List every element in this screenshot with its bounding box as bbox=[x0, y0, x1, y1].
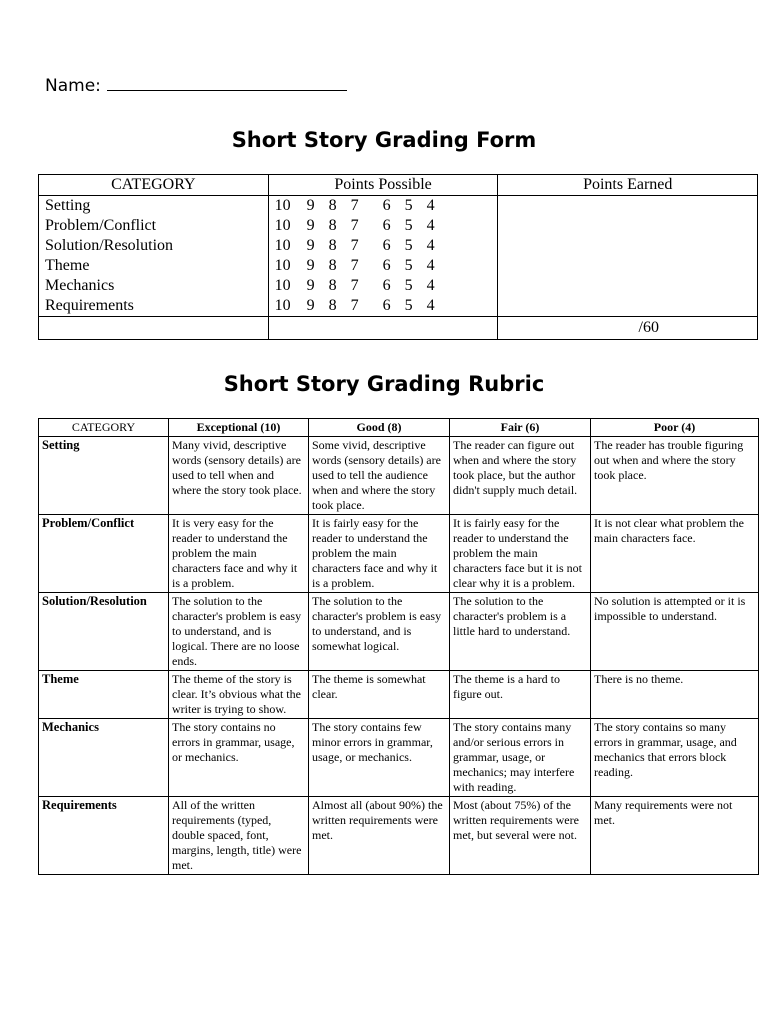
point-value: 10 bbox=[274, 297, 291, 314]
rubric-row bbox=[39, 719, 759, 797]
rubric-cell: The reader can figure out when and where the story took place, but the author didn't supply much detail. bbox=[450, 437, 591, 515]
point-value: 8 bbox=[328, 197, 337, 214]
rubric-cell: It is fairly easy for the reader to understand the problem the main characters face but it is not clear why it is a problem. bbox=[450, 515, 591, 593]
point-value: 5 bbox=[404, 257, 413, 274]
point-value: 6 bbox=[382, 197, 391, 214]
point-value: 5 bbox=[404, 217, 413, 234]
point-value: 5 bbox=[404, 297, 413, 314]
point-value: 4 bbox=[426, 197, 435, 214]
point-value: 6 bbox=[382, 257, 391, 274]
point-value: 7 bbox=[350, 257, 359, 274]
form-row-category: Requirements bbox=[39, 296, 269, 317]
point-value: 4 bbox=[426, 297, 435, 314]
point-value: 9 bbox=[306, 237, 315, 254]
rubric-col-poor: Poor (4) bbox=[591, 419, 759, 437]
rubric-cell: The story contains few minor errors in grammar, usage, or mechanics. bbox=[309, 719, 450, 797]
point-value: 10 bbox=[274, 257, 291, 274]
form-row bbox=[39, 236, 758, 256]
point-value: 4 bbox=[426, 237, 435, 254]
point-value: 6 bbox=[382, 277, 391, 294]
rubric-col-fair: Fair (6) bbox=[450, 419, 591, 437]
rubric-cell: It is very easy for the reader to understand the problem the main characters face and why it is a problem. bbox=[169, 515, 309, 593]
rubric-row bbox=[39, 797, 759, 875]
rubric-col-exceptional: Exceptional (10) bbox=[169, 419, 309, 437]
point-value: 5 bbox=[404, 197, 413, 214]
rubric-cell: The solution to the character's problem is easy to understand, and is logical. There are no loose ends. bbox=[169, 593, 309, 671]
name-field[interactable] bbox=[45, 74, 347, 96]
name-blank-line[interactable] bbox=[107, 74, 347, 91]
rubric-row bbox=[39, 671, 759, 719]
rubric-cell: Most (about 75%) of the written requirements were met, but several were not. bbox=[450, 797, 591, 875]
form-row bbox=[39, 196, 758, 217]
form-row-points-earned[interactable] bbox=[498, 216, 758, 236]
rubric-cell: Many requirements were not met. bbox=[591, 797, 759, 875]
point-value: 9 bbox=[306, 217, 315, 234]
form-row-points-possible bbox=[268, 236, 498, 256]
rubric-cell: The theme is a hard to figure out. bbox=[450, 671, 591, 719]
rubric-title: Short Story Grading Rubric bbox=[223, 372, 545, 396]
form-row-points-earned[interactable] bbox=[498, 196, 758, 217]
rubric-cell: The story contains no errors in grammar, usage, or mechanics. bbox=[169, 719, 309, 797]
point-value: 9 bbox=[306, 277, 315, 294]
point-value: 8 bbox=[328, 257, 337, 274]
point-value: 4 bbox=[426, 217, 435, 234]
form-row bbox=[39, 256, 758, 276]
point-value: 4 bbox=[426, 257, 435, 274]
form-row-points-possible bbox=[268, 296, 498, 317]
rubric-cell: Some vivid, descriptive words (sensory details) are used to tell the audience when and where the story took place. bbox=[309, 437, 450, 515]
form-row bbox=[39, 276, 758, 296]
form-row-points-earned[interactable] bbox=[498, 256, 758, 276]
point-value: 9 bbox=[306, 297, 315, 314]
point-value: 8 bbox=[328, 217, 337, 234]
form-row-category: Setting bbox=[39, 196, 269, 217]
point-value: 7 bbox=[350, 197, 359, 214]
grading-form-table bbox=[38, 174, 758, 340]
point-value: 6 bbox=[382, 297, 391, 314]
point-value: 10 bbox=[274, 197, 291, 214]
rubric-cell: The theme of the story is clear. It’s obvious what the writer is trying to show. bbox=[169, 671, 309, 719]
form-col-points-possible: Points Possible bbox=[268, 175, 498, 196]
rubric-row-category: Solution/Resolution bbox=[39, 593, 169, 671]
point-value: 7 bbox=[350, 237, 359, 254]
rubric-col-good: Good (8) bbox=[309, 419, 450, 437]
form-row-points-possible bbox=[268, 276, 498, 296]
rubric-cell: The solution to the character's problem is easy to understand, and is somewhat logical. bbox=[309, 593, 450, 671]
form-row-category: Problem/Conflict bbox=[39, 216, 269, 236]
rubric-cell: It is fairly easy for the reader to understand the problem the main characters face and why it is a problem. bbox=[309, 515, 450, 593]
rubric-row-category: Problem/Conflict bbox=[39, 515, 169, 593]
form-header-row bbox=[39, 175, 758, 196]
point-value: 10 bbox=[274, 277, 291, 294]
rubric-cell: It is not clear what problem the main characters face. bbox=[591, 515, 759, 593]
form-row-category: Mechanics bbox=[39, 276, 269, 296]
rubric-cell: Many vivid, descriptive words (sensory details) are used to tell when and where the story took place. bbox=[169, 437, 309, 515]
rubric-row-category: Requirements bbox=[39, 797, 169, 875]
total-empty-cell bbox=[39, 317, 269, 340]
point-value: 10 bbox=[274, 217, 291, 234]
point-value: 6 bbox=[382, 237, 391, 254]
rubric-cell: The story contains many and/or serious errors in grammar, usage, or mechanics; may interfere with reading. bbox=[450, 719, 591, 797]
form-row-points-possible bbox=[268, 216, 498, 236]
form-row-points-earned[interactable] bbox=[498, 236, 758, 256]
name-label: Name: bbox=[45, 76, 101, 96]
total-points[interactable]: /60 bbox=[498, 317, 758, 340]
point-value: 9 bbox=[306, 257, 315, 274]
point-value: 9 bbox=[306, 197, 315, 214]
point-value: 8 bbox=[328, 297, 337, 314]
form-total-row bbox=[39, 317, 758, 340]
rubric-col-category: CATEGORY bbox=[39, 419, 169, 437]
rubric-row-category: Setting bbox=[39, 437, 169, 515]
point-value: 10 bbox=[274, 237, 291, 254]
rubric-row bbox=[39, 437, 759, 515]
rubric-cell: The reader has trouble figuring out when and where the story took place. bbox=[591, 437, 759, 515]
point-value: 5 bbox=[404, 237, 413, 254]
rubric-cell: The theme is somewhat clear. bbox=[309, 671, 450, 719]
rubric-cell: No solution is attempted or it is impossible to understand. bbox=[591, 593, 759, 671]
grading-form-title: Short Story Grading Form bbox=[231, 128, 537, 152]
rubric-row-category: Theme bbox=[39, 671, 169, 719]
form-col-category: CATEGORY bbox=[39, 175, 269, 196]
rubric-cell: Almost all (about 90%) the written requirements were met. bbox=[309, 797, 450, 875]
rubric-table bbox=[38, 418, 759, 875]
form-row-category: Theme bbox=[39, 256, 269, 276]
form-row-points-earned[interactable] bbox=[498, 296, 758, 317]
point-value: 7 bbox=[350, 217, 359, 234]
rubric-cell: The solution to the character's problem is a little hard to understand. bbox=[450, 593, 591, 671]
rubric-cell: All of the written requirements (typed, double spaced, font, margins, length, title) were met. bbox=[169, 797, 309, 875]
point-value: 5 bbox=[404, 277, 413, 294]
rubric-row bbox=[39, 593, 759, 671]
rubric-row bbox=[39, 515, 759, 593]
point-value: 8 bbox=[328, 277, 337, 294]
point-value: 6 bbox=[382, 217, 391, 234]
rubric-row-category: Mechanics bbox=[39, 719, 169, 797]
rubric-cell: The story contains so many errors in grammar, usage, and mechanics that errors block reading. bbox=[591, 719, 759, 797]
total-empty-cell bbox=[268, 317, 498, 340]
point-value: 7 bbox=[350, 297, 359, 314]
form-row-points-possible bbox=[268, 256, 498, 276]
rubric-header-row bbox=[39, 419, 759, 437]
form-row-category: Solution/Resolution bbox=[39, 236, 269, 256]
rubric-cell: There is no theme. bbox=[591, 671, 759, 719]
form-row bbox=[39, 296, 758, 317]
form-row bbox=[39, 216, 758, 236]
point-value: 8 bbox=[328, 237, 337, 254]
form-row-points-earned[interactable] bbox=[498, 276, 758, 296]
form-row-points-possible bbox=[268, 196, 498, 217]
point-value: 4 bbox=[426, 277, 435, 294]
form-col-points-earned: Points Earned bbox=[498, 175, 758, 196]
point-value: 7 bbox=[350, 277, 359, 294]
